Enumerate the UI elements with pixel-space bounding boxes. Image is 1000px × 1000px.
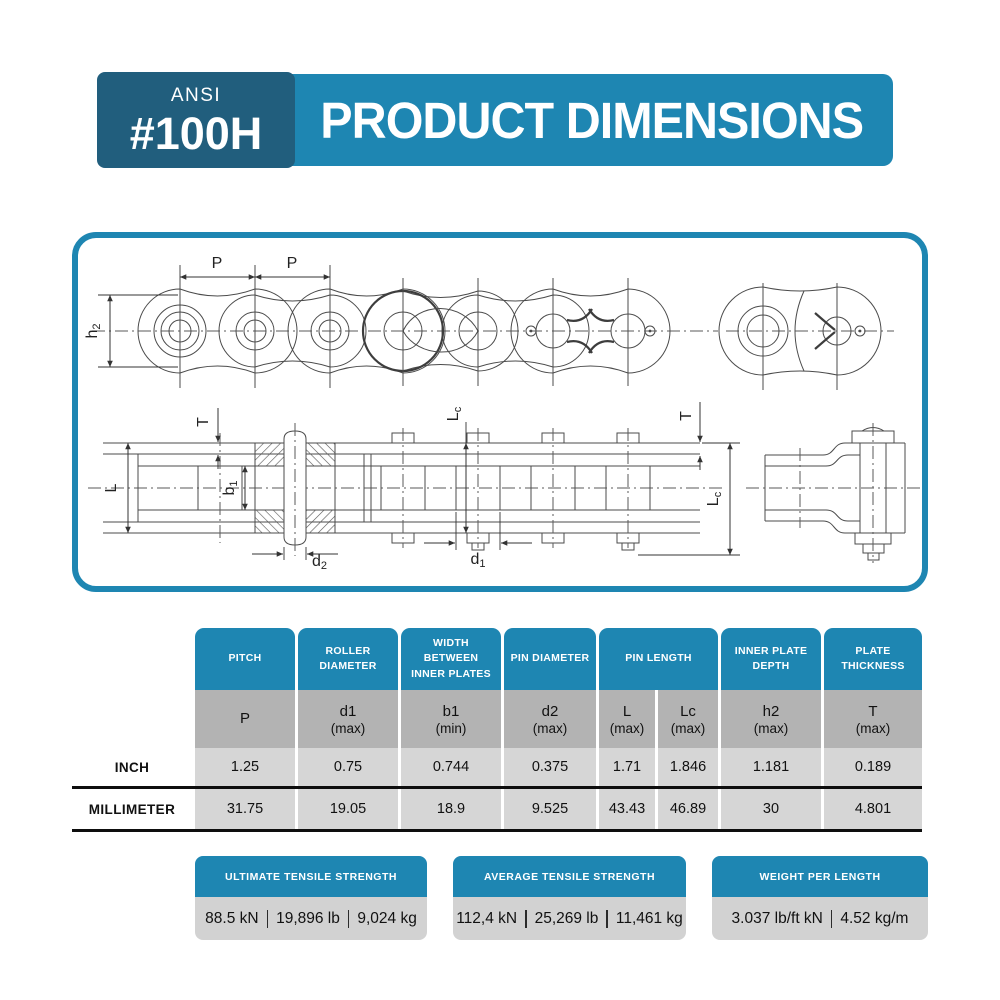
weight-per-length-value	[712, 897, 928, 940]
subheader-h2: h2 (max)	[721, 690, 821, 748]
value-segment: 112,4 kN	[456, 909, 518, 927]
mm-pin-length-l: 43.43	[599, 789, 655, 829]
dimensions-table	[72, 628, 922, 832]
mm-plate-thickness: 4.801	[824, 789, 922, 829]
col-header-pitch: PITCH	[195, 628, 295, 690]
average-tensile-strength-value	[453, 897, 686, 940]
weight-per-length-title: WEIGHT PER LENGTH	[712, 856, 928, 897]
subheader-b1: b1 (min)	[401, 690, 501, 748]
separator-bar	[831, 910, 833, 928]
average-tensile-strength-title: AVERAGE TENSILE STRENGTH	[453, 856, 686, 897]
inch-roller-diameter: 0.75	[298, 748, 398, 786]
row-label-millimeter: MILLIMETER	[72, 789, 192, 829]
dim-label-pitch-2: P	[286, 255, 298, 272]
separator-bar	[348, 910, 350, 928]
dim-label-b1: b1	[221, 480, 240, 496]
mm-roller-diameter: 19.05	[298, 789, 398, 829]
standard-label: ANSI	[170, 84, 222, 106]
separator-bar	[606, 910, 608, 928]
value-segment: 11,461 kg	[615, 909, 683, 927]
inch-pitch: 1.25	[195, 748, 295, 786]
dim-label-t-right: T	[678, 411, 695, 421]
plan-view	[88, 402, 922, 572]
mm-pitch: 31.75	[195, 789, 295, 829]
dim-label-t-left: T	[195, 417, 212, 427]
value-segment: 4.52 kg/m	[840, 909, 909, 927]
col-header-pin-diameter: PIN DIAMETER	[504, 628, 596, 690]
mm-pin-length-lc: 46.89	[658, 789, 718, 829]
page-title: PRODUCT DIMENSIONS	[320, 91, 863, 149]
col-header-inner-plate-depth: INNER PLATE DEPTH	[721, 628, 821, 690]
subheader-t: T (max)	[824, 690, 922, 748]
dim-label-lc-mid: Lc	[445, 406, 464, 422]
value-segment: 3.037 lb/ft kN	[731, 909, 823, 927]
value-segment: 9,024 kg	[357, 909, 417, 927]
chain-technical-drawing	[78, 238, 922, 586]
ultimate-tensile-strength-value	[195, 897, 427, 940]
row-label-inch: INCH	[72, 748, 192, 786]
offset-link-detail	[746, 423, 922, 563]
col-header-roller-diameter: ROLLER DIAMETER	[298, 628, 398, 690]
subheader-l: L (max)	[599, 690, 655, 748]
col-header-pin-length: PIN LENGTH	[599, 628, 718, 690]
dim-label-d1: d1	[470, 551, 486, 570]
connecting-link-detail	[719, 283, 894, 390]
dim-label-d2: d2	[312, 553, 328, 572]
mm-pin-diameter: 9.525	[504, 789, 596, 829]
model-number: #100H	[129, 107, 263, 159]
dim-label-h2: h2	[84, 323, 103, 339]
side-view	[84, 255, 894, 390]
inch-width-between: 0.744	[401, 748, 501, 786]
dim-label-lc-right: Lc	[705, 491, 724, 507]
inch-pin-length-lc: 1.846	[658, 748, 718, 786]
inch-pin-length-l: 1.71	[599, 748, 655, 786]
subheader-lc: Lc (max)	[658, 690, 718, 748]
inch-pin-diameter: 0.375	[504, 748, 596, 786]
standard-badge	[97, 72, 295, 168]
table-rule	[72, 829, 922, 832]
value-segment: 19,896 lb	[276, 909, 340, 927]
dim-label-pitch-1: P	[211, 255, 223, 272]
ultimate-tensile-strength-box	[195, 856, 427, 940]
value-segment: 25,269 lb	[534, 909, 599, 927]
value-segment: 88.5 kN	[205, 909, 259, 927]
subheader-p: P	[195, 690, 295, 748]
mm-inner-plate-depth: 30	[721, 789, 821, 829]
mm-width-between: 18.9	[401, 789, 501, 829]
subheader-d1: d1 (max)	[298, 690, 398, 748]
weight-per-length-box	[712, 856, 928, 940]
col-header-plate-thickness: PLATE THICKNESS	[824, 628, 922, 690]
title-bar	[290, 74, 893, 166]
col-header-width-between-inner-plates: WIDTH BETWEEN INNER PLATES	[401, 628, 501, 690]
technical-drawing-panel	[72, 232, 928, 592]
dim-label-l: L	[103, 483, 120, 493]
separator-bar	[267, 910, 269, 928]
separator-bar	[525, 910, 527, 928]
subheader-d2: d2 (max)	[504, 690, 596, 748]
average-tensile-strength-box	[453, 856, 686, 940]
ultimate-tensile-strength-title: ULTIMATE TENSILE STRENGTH	[195, 856, 427, 897]
inch-inner-plate-depth: 1.181	[721, 748, 821, 786]
inch-plate-thickness: 0.189	[824, 748, 922, 786]
